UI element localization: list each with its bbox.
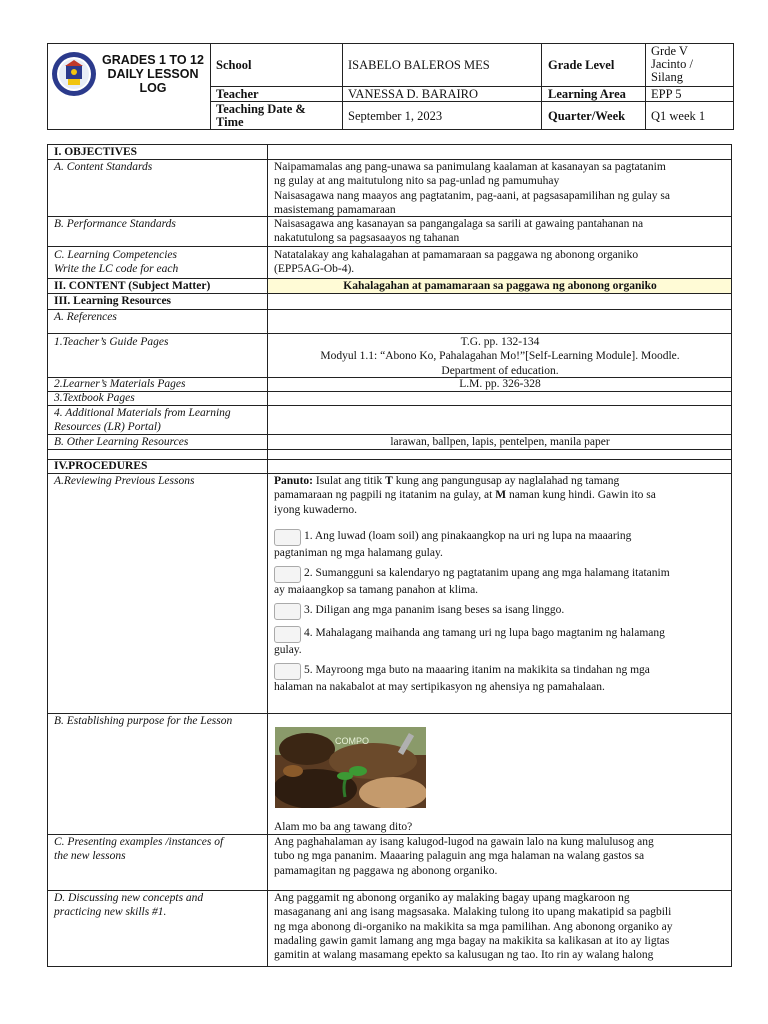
- school-label: School: [216, 58, 252, 72]
- lesson-table: [47, 144, 732, 967]
- review-item-5: 5. Mayroong mga buto na maaaring itanim na makikita sa tindahan ng mga halaman na nakabalot at may sertipikasyon ng ahensiya ng pamahalaan.: [274, 664, 650, 693]
- discussing-concepts-label: D. Discussing new concepts and practicing new skills #1.: [54, 892, 204, 918]
- teaching-date-value: September 1, 2023: [348, 109, 443, 123]
- learning-competencies-label: C. Learning Competencies Write the LC code for each: [54, 249, 179, 275]
- objectives-heading: I. OBJECTIVES: [54, 146, 138, 158]
- discussing-concepts-value: Ang paggamit ng abonong organiko ay malaking bagay upang magkaroon ng masaganang ani ang isang magsasaka. Malaking tulong ito upang makatipid sa pagbili ng mga abonong di-organiko na makikita sa mga pamilihan. Ang abonong organiko ay madaling gawin gamit lamang ang mga bagay na makikita sa kalikasan at ito ay ligtas gamitin at walang masamang epekto sa kalusugan ng tao. Ito rin ay walang halong: [274, 892, 673, 962]
- teachers-guide-label: 1.Teacher’s Guide Pages: [54, 336, 169, 348]
- teacher-value: VANESSA D. BARAIRO: [348, 87, 479, 101]
- learning-area-value: EPP 5: [651, 87, 682, 101]
- school-value: ISABELO BALEROS MES: [348, 58, 490, 72]
- performance-standards-label: B. Performance Standards: [54, 218, 176, 230]
- procedures-heading: IV.PROCEDURES: [54, 460, 148, 472]
- answer-box[interactable]: [274, 626, 301, 643]
- presenting-examples-label: C. Presenting examples /instances of the new lessons: [54, 836, 224, 862]
- dll-title: GRADES 1 TO 12 DAILY LESSON LOG: [102, 53, 204, 95]
- textbook-pages-label: 3.Textbook Pages: [54, 392, 135, 404]
- quarter-week-value: Q1 week 1: [651, 109, 706, 123]
- content-standards-value: Naipamamalas ang pang-unawa sa panimulang kaalaman at kasanayan sa pagtatanim ng gulay at ang maitutulong nito sa pag-unlad ng pamumuhay Naisasagawa nang maayos ang pagtatanim, pag-aani, at pagsasapamilihan ng gulay sa masistemang pamamaraan: [274, 161, 670, 216]
- establishing-purpose-label: B. Establishing purpose for the Lesson: [54, 715, 233, 727]
- teachers-guide-value: T.G. pp. 132-134 Modyul 1.1: “Abono Ko, Pahalagahan Mo!”[Self-Learning Module]. Moodle. Department of education.: [320, 336, 680, 377]
- learning-resources-heading: III. Learning Resources: [54, 295, 172, 307]
- review-item-4: 4. Mahalagang maihanda ang tamang uri ng lupa bago magtanim ng halamang gulay.: [274, 627, 665, 656]
- grade-level-label: Grade Level: [548, 58, 615, 72]
- performance-standards-value: Naisasagawa ang kasanayan sa pangangalaga sa sarili at gawaing pantahanan na nakatutulong sa pagsasaayos ng tahanan: [274, 218, 644, 245]
- review-item-1: 1. Ang luwad (loam soil) ang pinakaangkop na uri ng lupa na maaaring pagtaniman ng mga halamang gulay.: [274, 530, 632, 559]
- learning-competencies-value: Natatalakay ang kahalagahan at pamamaraan sa paggawa ng abonong organiko (EPP5AG-Ob-4).: [274, 249, 639, 276]
- review-instruction: Panuto: Isulat ang titik T kung ang pangungusap ay naglalahad ng tamang pamamaraan ng pagpili ng itatanim na gulay, at M naman kung hindi. Gawin ito sa iyong kuwaderno.: [274, 475, 656, 516]
- content-heading: II. CONTENT (Subject Matter): [54, 280, 211, 292]
- learners-materials-label: 2.Learner’s Materials Pages: [54, 378, 186, 390]
- header-table: [47, 43, 734, 130]
- svg-text:COMPO: COMPO: [335, 736, 370, 746]
- grade-level-value: Grde V Jacinto / Silang: [651, 44, 694, 84]
- purpose-question: Alam mo ba ang tawang dito?: [274, 821, 413, 833]
- answer-box[interactable]: [274, 529, 301, 546]
- content-standards-label: A. Content Standards: [54, 161, 153, 173]
- subject-matter-value: Kahalagahan at pamamaraan sa paggawa ng abonong organiko: [343, 280, 657, 292]
- other-resources-value: larawan, ballpen, lapis, pentelpen, manila paper: [390, 436, 610, 448]
- quarter-week-label: Quarter/Week: [548, 109, 626, 123]
- additional-materials-label: 4. Additional Materials from Learning Resources (LR) Portal): [54, 407, 231, 433]
- references-label: A. References: [54, 311, 117, 323]
- answer-box[interactable]: [274, 566, 301, 583]
- review-item-2: 2. Sumangguni sa kalendaryo ng pagtatanim upang ang mga halamang itatanim ay maiaangkop sa tamang panahon at klima.: [274, 567, 670, 596]
- compost-photo: [275, 727, 426, 808]
- teaching-date-label: Teaching Date & Time: [216, 102, 306, 129]
- presenting-examples-value: Ang paghahalaman ay isang kalugod-lugod na gawain lalo na kung malulusog ang tubo ng mga pananim. Maaaring palaguin ang mga halaman na walang gastos sa pamamagitan ng paggawa ng abonong organiko.: [274, 836, 654, 877]
- learners-materials-value: L.M. pp. 326-328: [459, 378, 541, 390]
- teacher-label: Teacher: [216, 87, 259, 101]
- other-resources-label: B. Other Learning Resources: [54, 436, 189, 448]
- answer-box[interactable]: [274, 603, 301, 620]
- review-item-3: 3. Diligan ang mga pananim isang beses sa isang linggo.: [274, 603, 726, 620]
- deped-seal-icon: [51, 51, 97, 97]
- learning-area-label: Learning Area: [548, 87, 626, 101]
- answer-box[interactable]: [274, 663, 301, 680]
- reviewing-lessons-label: A.Reviewing Previous Lessons: [54, 475, 195, 487]
